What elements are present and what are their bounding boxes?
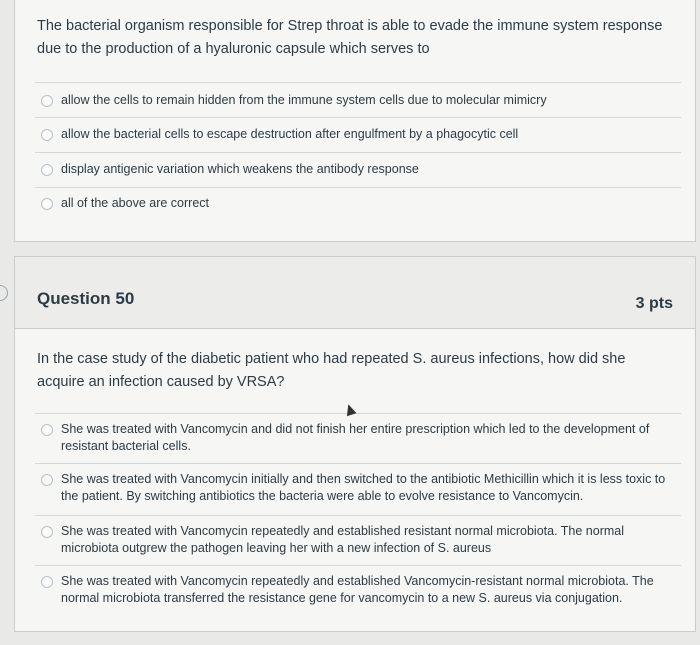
divider [35,82,681,83]
answer-option-49-3[interactable] [41,161,671,178]
divider [35,463,681,464]
question-points: 3 pts [635,295,673,312]
radio-button-icon[interactable] [41,198,53,210]
side-collapse-arrow-icon[interactable] [0,285,8,301]
answer-option-49-2[interactable] [41,126,671,143]
answer-label: allow the cells to remain hidden from the immune system cells due to molecular mimicry [61,93,547,107]
answer-option-50-3[interactable] [41,523,671,557]
answer-label: She was treated with Vancomycin and did not finish her entire prescription which led to the development of resistant bacterial cells. [61,422,650,453]
radio-button-icon[interactable] [41,95,53,107]
question-50-card [14,256,696,632]
radio-button-icon[interactable] [41,164,53,176]
answer-option-49-1[interactable] [41,92,671,109]
divider [35,565,681,566]
answer-label: display antigenic variation which weakens the antibody response [61,162,419,176]
question-header [15,257,695,329]
question-title: Question 50 [37,289,135,308]
answer-label: allow the bacterial cells to escape destruction after engulfment by a phagocytic cell [61,127,519,141]
radio-button-icon[interactable] [41,129,53,141]
radio-button-icon[interactable] [41,576,53,588]
divider [35,152,681,153]
answer-option-50-2[interactable] [41,471,671,505]
divider [35,117,681,118]
radio-button-icon[interactable] [41,424,53,436]
question-50-text: In the case study of the diabetic patient who had repeated S. aureus infections, how did she acquire an infection caused by VRSA? [37,351,626,390]
answer-label: all of the above are correct [61,196,209,210]
divider [35,413,681,414]
divider [35,515,681,516]
answer-label: She was treated with Vancomycin repeatedly and established resistant normal microbiota. The normal microbiota outgrew the pathogen leaving her with a new infection of S. aureus [61,524,625,555]
answer-option-50-1[interactable] [41,421,671,455]
answer-option-50-4[interactable] [41,573,671,607]
question-49-text: The bacterial organism responsible for Strep throat is able to evade the immune system response due to the production of a hyaluronic capsule which serves to [37,18,663,57]
radio-button-icon[interactable] [41,474,53,486]
question-49-card [14,0,696,242]
divider [35,187,681,188]
answer-option-49-4[interactable] [41,195,671,212]
answer-label: She was treated with Vancomycin initially and then switched to the antibiotic Methicillin which it is less toxic to the patient. By switching antibiotics the bacteria were able to evolve resistance to Vancomycin. [61,472,666,503]
radio-button-icon[interactable] [41,526,53,538]
answer-label: She was treated with Vancomycin repeatedly and established Vancomycin-resistant normal microbiota. The normal microbiota transferred the resistance gene for vancomycin to a new S. aureus via conjugation. [61,574,654,605]
